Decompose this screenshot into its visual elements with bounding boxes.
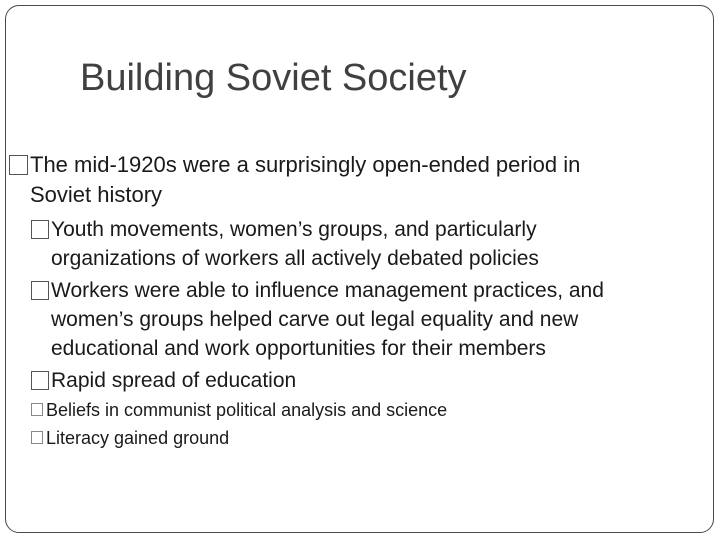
bullet-box-icon bbox=[31, 281, 49, 300]
bullet-line: Rapid spread of education bbox=[51, 369, 297, 392]
bullet-level3-0 bbox=[31, 396, 447, 424]
bullet-line: educational and work opportunities for their members bbox=[51, 337, 546, 360]
bullet-box-icon bbox=[9, 155, 28, 175]
bullet-text bbox=[51, 366, 296, 395]
bullet-box-icon bbox=[31, 403, 43, 416]
bullet-box-icon bbox=[31, 371, 49, 390]
bullet-text bbox=[51, 276, 604, 363]
bullet-text bbox=[46, 396, 447, 424]
bullet-level1-0 bbox=[9, 150, 580, 210]
bullet-line: Soviet history bbox=[30, 182, 163, 207]
bullet-box-icon bbox=[31, 431, 43, 444]
bullet-line: Workers were able to influence management practices, and bbox=[51, 279, 604, 302]
bullet-level3-1 bbox=[31, 424, 229, 452]
bullet-level2-0 bbox=[31, 215, 539, 273]
bullet-text bbox=[46, 424, 229, 452]
bullet-level2-2 bbox=[31, 366, 296, 395]
slide-title: Building Soviet Society bbox=[80, 57, 467, 99]
bullet-line: Youth movements, women’s groups, and particularly bbox=[51, 218, 537, 241]
bullet-line: Beliefs in communist political analysis and science bbox=[46, 400, 448, 420]
bullet-line: organizations of workers all actively debated policies bbox=[51, 247, 539, 270]
bullet-level2-1 bbox=[31, 276, 604, 363]
bullet-text bbox=[51, 215, 539, 273]
bullet-box-icon bbox=[31, 220, 49, 239]
bullet-line: The mid-1920s were a surprisingly open-ended period in bbox=[30, 152, 581, 177]
bullet-line: Literacy gained ground bbox=[46, 428, 230, 448]
bullet-line: women’s groups helped carve out legal equality and new bbox=[51, 308, 579, 331]
bullet-text bbox=[30, 150, 580, 210]
